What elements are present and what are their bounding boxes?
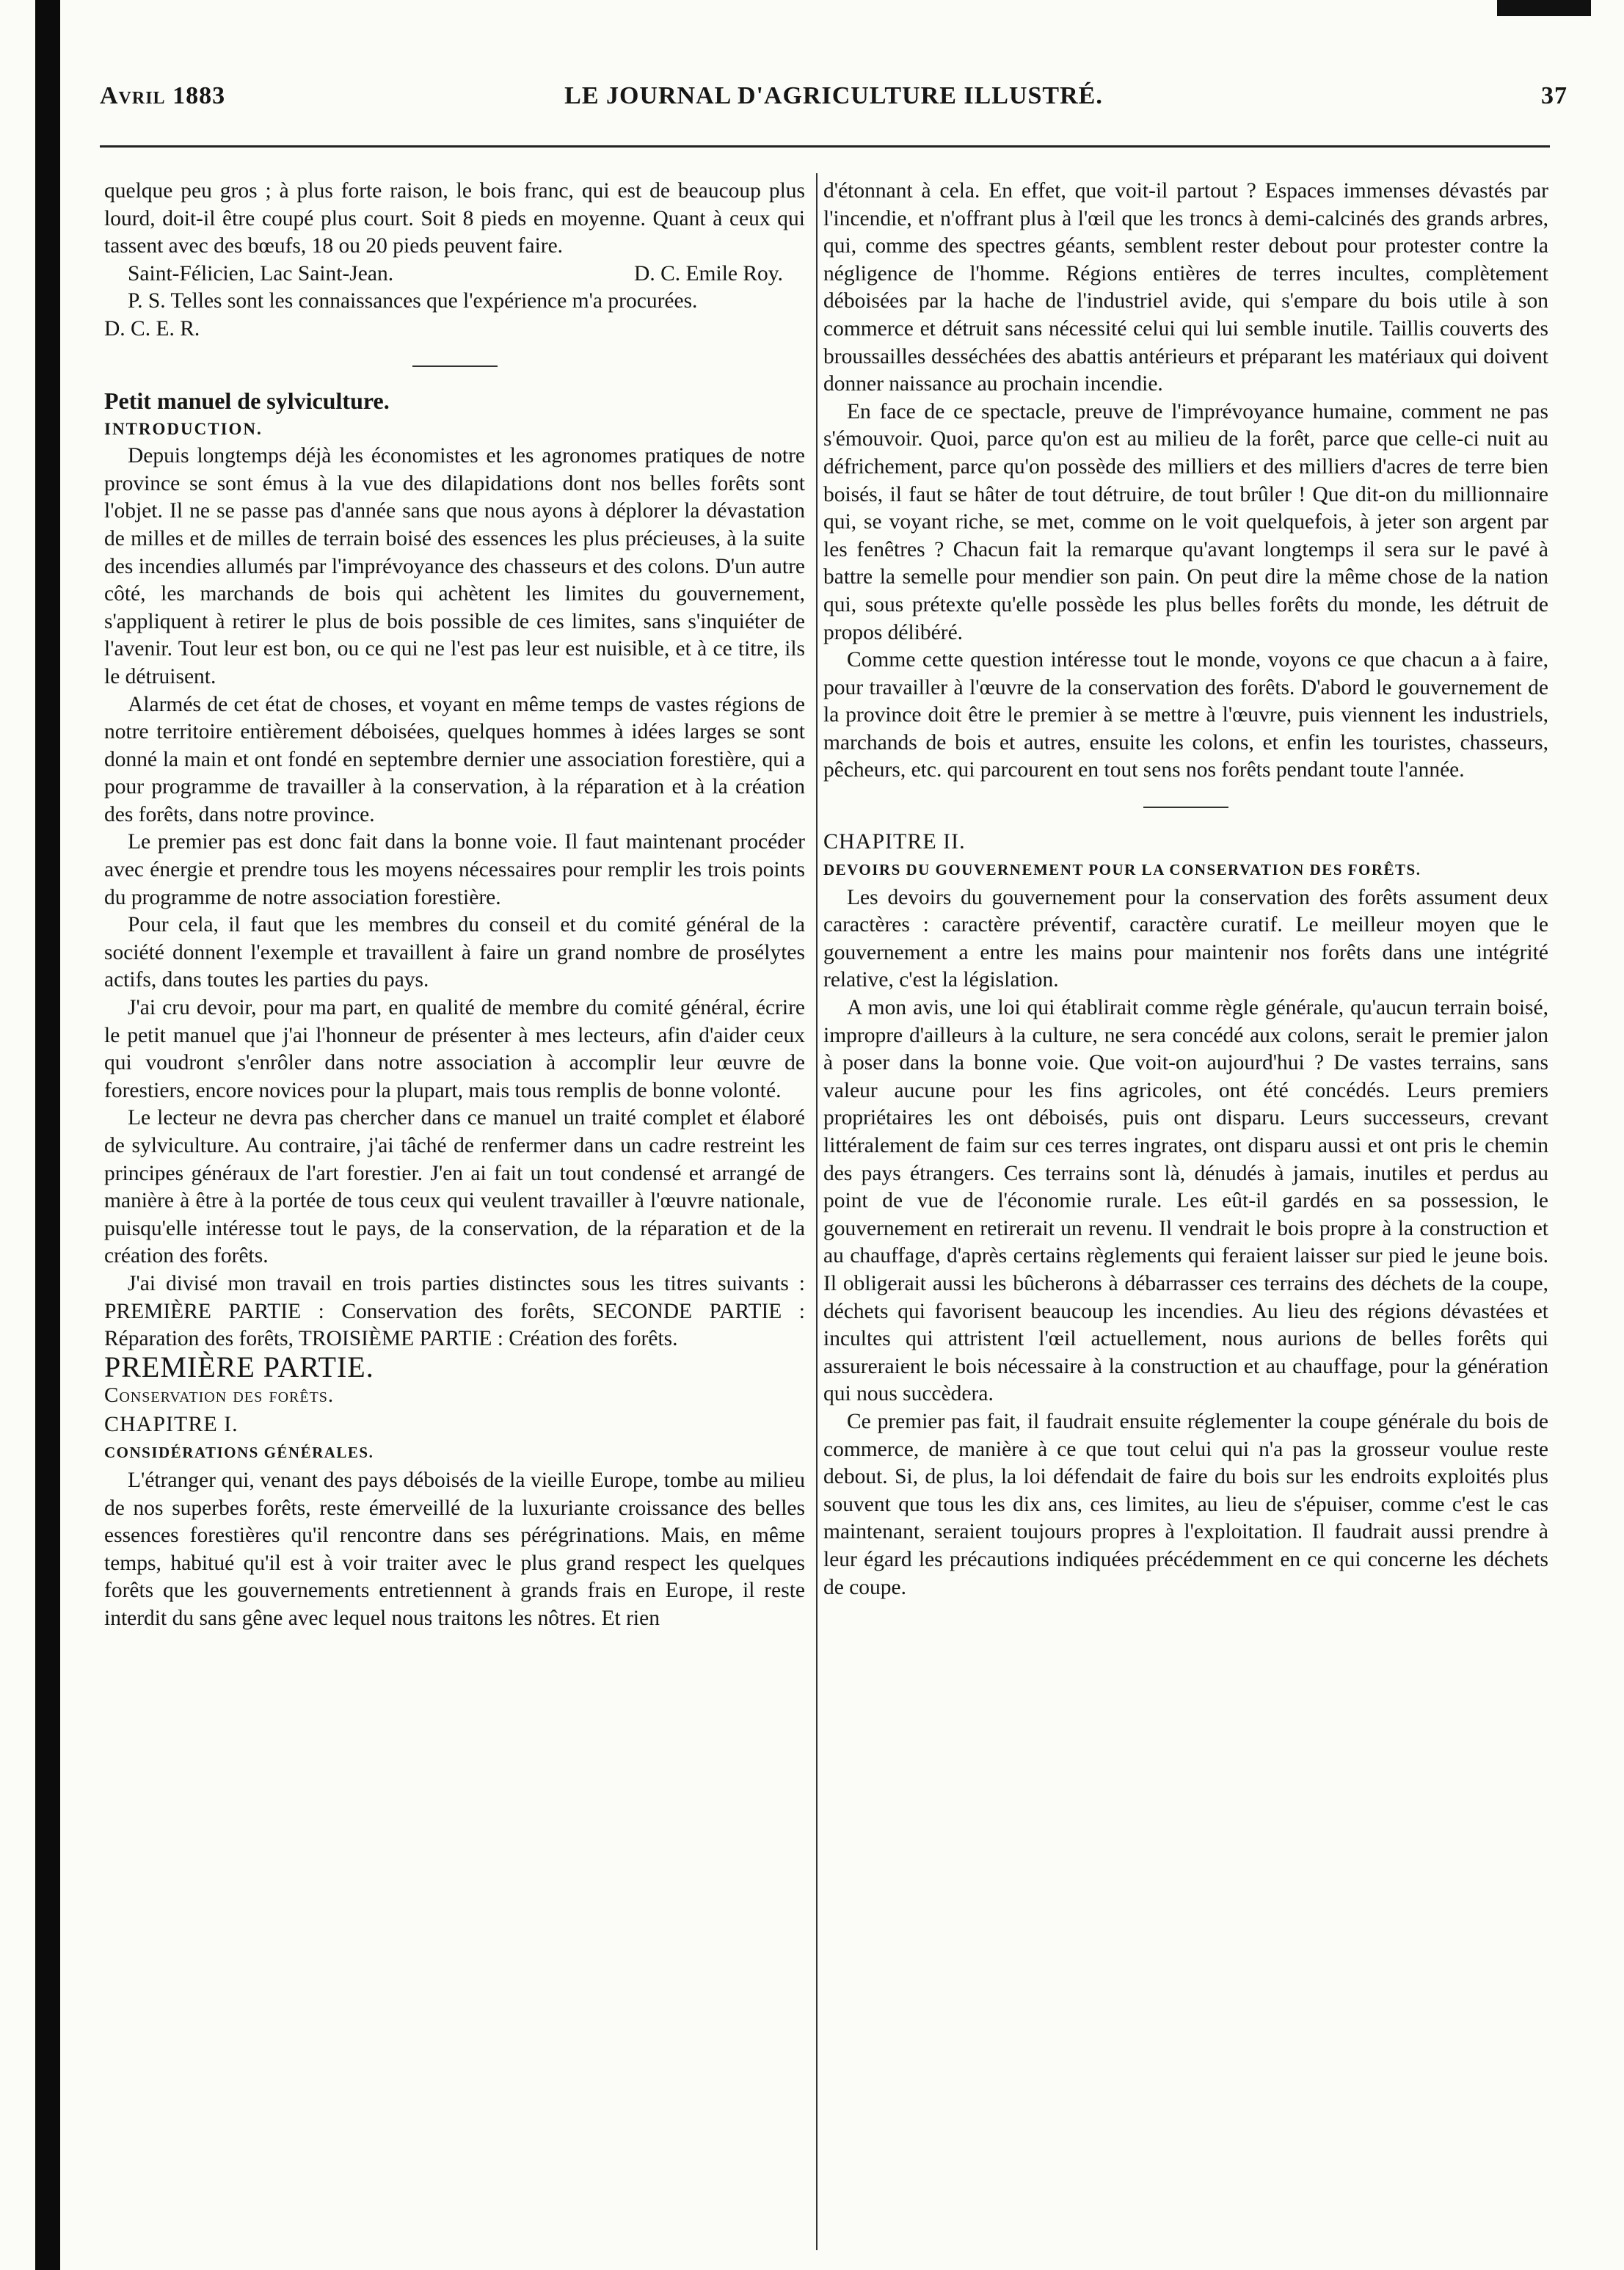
paragraph: J'ai cru devoir, pour ma part, en qualité de membre du comité général, écrire le petit manuel que j'ai l'honneur de présenter à mes lecteurs, afin d'aider ceux qui voudront s'enrôler dans notre association à accomplir leur œuvre de forestiers, encore novices pour la plupart, mais tous remplis de bonne volonté. bbox=[104, 996, 805, 1102]
chapter-subtitle: CONSIDÉRATIONS GÉNÉRALES. bbox=[104, 1444, 374, 1462]
part-subtitle: Conservation des forêts. bbox=[104, 1383, 335, 1408]
paragraph: quelque peu gros ; à plus forte raison, le bois franc, qui est de beaucoup plus lourd, doit-il être coupé plus court. Soit 8 pieds en moyenne. Quant à ceux qui tassent avec des bœufs, 18 ou 20 pieds peuvent faire. bbox=[104, 179, 805, 258]
page-number: 37 bbox=[1541, 82, 1567, 109]
signature-line bbox=[104, 261, 805, 288]
paragraph: En face de ce spectacle, preuve de l'imprévoyance humaine, comment ne pas s'émouvoir. Quoi, parce qu'on est au milieu de la forêt, parce que celle-ci nuit au défrichement, parce qu'on possède des milliers et des milliers d'acres de terre bien boisés, il faut se hâter de tout détruire, de tout brûler ! Que dit-on du millionnaire qui, se voyant riche, se met, comme on le voit quelquefois, à jeter son argent par les fenêtres ? Chacun fait la remarque qu'avant longtemps il sera sur le pavé à battre la semelle pour mendier son pain. On peut dire la même chose de la nation qui, sous prétexte qu'elle possède les plus belles forêts du monde, les détruit de propos délibéré. bbox=[823, 399, 1548, 644]
paragraph: Les devoirs du gouvernement pour la conservation des forêts assument deux caractères : caractère préventif, caractère curatif. Le meilleur moyen que le gouvernement a entre les mains pour maintenir nos forêts dans une intégrité relative, c'est la législation. bbox=[823, 885, 1548, 992]
section-title: Petit manuel de sylviculture. bbox=[104, 387, 390, 414]
chapter-title: CHAPITRE I. bbox=[104, 1412, 238, 1437]
paragraph: L'étranger qui, venant des pays déboisés de la vieille Europe, tombe au milieu de nos superbes forêts, reste émerveillé de la luxuriante croissance des belles essences forestières qu'il rencontre dans ses pérégrinations. Mais, en même temps, habitué qu'il est à voir traiter avec le plus grand respect les quelques forêts que les gouvernements entretiennent à grands frais en Europe, il reste interdit du sans gêne avec lequel nous traitons les nôtres. Et rien bbox=[104, 1468, 805, 1630]
signature-place: Saint-Félicien, Lac Saint-Jean. bbox=[128, 261, 394, 285]
paragraph: Alarmés de cet état de choses, et voyant en même temps de vastes régions de notre territoire entièrement déboisées, quelques hommes à idées larges se sont donné la main et ont fondé en septembre dernier une association forestière, qui a pour programme de travailler à la conservation, à la réparation et à la création des forêts, dans notre province. bbox=[104, 692, 805, 826]
chapter-subtitle: DEVOIRS DU GOUVERNEMENT POUR LA CONSERVATION DES FORÊTS. bbox=[823, 861, 1421, 879]
paragraph: J'ai divisé mon travail en trois parties distinctes sous les titres suivants : PREMIÈRE PARTIE : Conservation des forêts, SECONDE PARTIE : Réparation des forêts, TROISIÈME PARTIE : Création des forêts. bbox=[104, 1271, 805, 1351]
paragraph: d'étonnant à cela. En effet, que voit-il partout ? Espaces immenses dévastés par l'incendie, et n'offrant plus à l'œil que les troncs à demi-calcinés des grands arbres, qui, comme des spectres géants, semblent rester debout pour protester contre la négligence de l'homme. Régions entières de terres incultes, complètement déboisées par la hache de l'industriel avide, qui s'empare du bois utile à son commerce et détruit sans nécessité celui qui lui semble inutile. Taillis couverts des broussailles desséchées des abattis antérieurs et préparant les matériaux qui doivent donner naissance au prochain incendie. bbox=[823, 179, 1548, 396]
paragraph: Comme cette question intéresse tout le monde, voyons ce que chacun a à faire, pour travailler à l'œuvre de la conservation des forêts. D'abord le gouvernement de la province doit être le premier à se mettre à l'œuvre, puis viennent les industriels, marchands de bois et autres, ensuite les colons, et enfin les touristes, chasseurs, pêcheurs, etc. qui parcourent en tout sens nos forêts pendant toute l'année. bbox=[823, 648, 1548, 782]
paragraph: Le lecteur ne devra pas chercher dans ce manuel un traité complet et élaboré de sylviculture. Au contraire, j'ai tâché de renfermer dans un cadre restreint les principes généraux de l'art forestier. J'en ai fait un tout condensé et arrangé de manière à être à la portée de tous ceux qui veulent travailler à l'œuvre nationale, puisqu'elle intéresse tout le pays, de la conservation, de la réparation et de la création des forêts. bbox=[104, 1106, 805, 1268]
top-edge-mark bbox=[1497, 0, 1591, 16]
paragraph: Le premier pas est donc fait dans la bonne voie. Il faut maintenant procéder avec énergie et prendre tous les moyens nécessaires pour remplir les trois points du programme de notre association forestière. bbox=[104, 830, 805, 909]
column-divider bbox=[816, 173, 818, 2250]
postscript: P. S. Telles sont les connaissances que l'expérience m'a procurées. bbox=[128, 289, 698, 313]
section-rule bbox=[412, 365, 498, 367]
paragraph: Pour cela, il faut que les membres du conseil et du comité général de la société donnent l'exemple et travaillent à faire un grand nombre de prosélytes actifs, dans toutes les parties du pays. bbox=[104, 913, 805, 992]
header-rule bbox=[100, 145, 1550, 148]
signature-name: D. C. Emile Roy. bbox=[634, 261, 783, 285]
paragraph: A mon avis, une loi qui établirait comme règle générale, qu'aucun terrain boisé, impropre d'ailleurs à la culture, ne sera concédé aux colons, serait le premier jalon à poser dans la bonne voie. Que voit-on aujourd'hui ? De vastes terrains, sans valeur aucune pour les fins agricoles, ont été concédés. Leurs premiers propriétaires les ont déboisés, puis ont disparu. Leurs successeurs, crevant littéralement de faim sur ces terres ingrates, ont disparu aussi et ont pris le chemin des pays étrangers. Ces terrains sont là, dénudés à jamais, inutiles et perdus au point de vue de l'économie rurale. Les eût-il gardés en sa possession, le gouvernement en retirerait un revenu. Il vendrait le bois propre à la construction et au chauffage, d'après certains règlements qui feraient laisser sur pied le jeune bois. Il obligerait aussi les bûcherons à débarrasser ces terrains des déchets de la coupe, déchets qui favorisent beaucoup les incendies. Au lieu des régions dévastées et incultes qui attristent l'œil actuellement, nous aurions de belles forêts qui assureraient le bois nécessaire à la construction et au chauffage, pour la génération qui nous succèdera. bbox=[823, 996, 1548, 1406]
journal-title: LE JOURNAL D'AGRICULTURE ILLUSTRÉ. bbox=[564, 82, 1103, 109]
page-binding-shadow bbox=[35, 0, 60, 2270]
section-rule bbox=[1143, 807, 1228, 808]
header-date: Avril 1883 bbox=[100, 82, 226, 109]
part-title: PREMIÈRE PARTIE. bbox=[104, 1350, 374, 1383]
right-column bbox=[823, 178, 1548, 1601]
left-column bbox=[104, 178, 805, 1633]
author-initials: D. C. E. R. bbox=[104, 316, 200, 341]
chapter-title: CHAPITRE II. bbox=[823, 829, 966, 854]
page-header bbox=[100, 82, 1567, 126]
paragraph: Ce premier pas fait, il faudrait ensuite réglementer la coupe générale du bois de commerce, de manière à ce que tout celui qui n'a pas la grosseur voulue reste debout. Si, de plus, la loi défendait de faire du bois sur les endroits exploités plus souvent que tous les dix ans, ces limites, au lieu de s'épuiser, comme c'est le cas maintenant, seraient toujours propres à l'exploitation. Il faudrait aussi prendre à leur égard les précautions indiquées précédemment en ce qui concerne les déchets de coupe. bbox=[823, 1409, 1548, 1599]
paragraph: Depuis longtemps déjà les économistes et les agronomes pratiques de notre province se sont émus à la vue des dilapidations dont nos belles forêts sont l'objet. Il ne se passe pas d'année sans que nous ayons à déplorer la dévastation de milles et de milles de terrain boisé des essences les plus précieuses, à la suite des incendies allumés par l'imprévoyance des chasseurs et des colons. D'un autre côté, les marchands de bois qui achètent les limites du gouvernement, s'appliquent à retirer le plus de bois possible de ces limites, sans s'inquiéter de l'avenir. Tout leur est bon, ou ce qui ne l'est pas leur est nuisible, et à ce titre, ils le détruisent. bbox=[104, 444, 805, 688]
section-subtitle: INTRODUCTION. bbox=[104, 419, 263, 438]
